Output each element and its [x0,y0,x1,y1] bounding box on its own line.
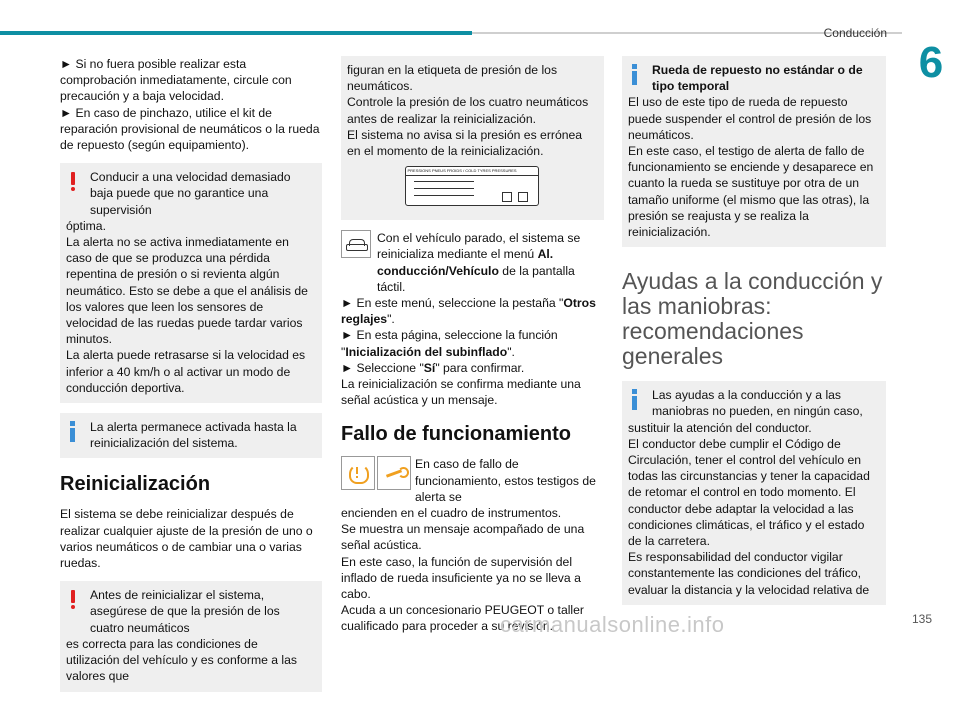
warning-box-reset [60,581,322,691]
step-1: ► En este menú, seleccione la pestaña "Otros reglajes". [341,296,596,327]
box-text: figuran en la etiqueta de presión de los neumáticos. Controle la presión de los cuatro neumáticos antes de realizar la reinicialización. El sistema no avisa si la presión es errónea en el momento de la reinicialización. [347,63,589,159]
step-2: ► En esta página, seleccione la función "Inicialización del subinflado". [341,328,558,359]
info-box-spare-wheel [622,56,886,247]
warning-lamps [341,456,604,488]
reset-text-c: de la pantalla táctil. [377,263,575,294]
fallo-rest: encienden en el cuadro de instrumentos. Se muestra un mensaje acompañado de una señal acústica. En este caso, la función de supervisión del inflado de rueda insuficiente ya no se lleva a cabo. Acuda a un concesionario PEUGEOT o taller cualificado para proceder a su revisión. [341,506,585,634]
wrench-service-icon [377,456,411,490]
info-text-first: Las ayudas a la conducción y a las maniobras no pueden, en ningún caso, [652,388,863,419]
column-2 [341,56,604,635]
info-title: Rueda de repuesto no estándar o de tipo temporal [652,63,863,94]
tire-label-header: PRESSIONS PNEUS FROIDS / COLD TYRES PRESSURES [406,167,538,176]
column-3 [622,56,886,615]
step-3: ► Seleccione "Sí" para confirmar. [341,360,525,375]
info-icon [69,421,77,443]
paragraph-reset: El sistema se debe reinicializar después de realizar cualquier ajuste de la presión de uno o varios neumáticos o de cambiar una o varias ruedas. [60,507,313,571]
paragraph-puncture: ► En caso de pinchazo, utilice el kit de reparación provisional de neumáticos o la rueda de repuesto (según equipamiento). [60,105,320,153]
menu-name: Al. conducción/Vehículo [377,247,554,278]
info-icon [631,64,639,86]
header-accent-line [0,31,472,35]
info-icon [631,389,639,411]
reset-text-a: Con el vehículo parado, el sistema se reinicializa mediante el menú [377,231,581,262]
car-icon [341,230,371,258]
paragraph-confirm: La reinicialización se confirma mediante una señal acústica y un mensaje. [341,377,581,408]
tyre-pressure-warning-icon [341,456,375,490]
heading-reinicializacion: Reinicialización [60,473,211,496]
section-title: Conducción [823,26,887,40]
column-1 [60,56,322,702]
chapter-number: 6 [918,38,944,87]
warning-icon [69,172,77,192]
page-number: 135 [911,612,932,626]
warning-icon [69,590,77,610]
tire-pressure-label-image [405,166,539,206]
info-box-driving-aids [622,381,886,605]
info-text: La alerta permanece activada hasta la reinicialización del sistema. [90,420,297,451]
watermark: carmanualsonline.info [500,612,725,637]
warning-text-first: Antes de reinicializar el sistema, asegúrese de que la presión de los cuatro neumáticos [90,588,280,635]
info-box-alert [60,413,322,458]
heading-ayudas: Ayudas a la conducción y las maniobras: recomendaciones generales [622,268,883,370]
warning-text-rest: óptima. La alerta no se activa inmediatamente en caso de que se produzca una pérdida repentina de presión o si revienta algún neumático. Esto se debe a que el análisis de los valores que leen los sensores de velocidad de las ruedas puede tardar varios minutos. La alerta puede retrasarse si la velocidad es inferior a 40 km/h o al activar un modo de conducción deportiva. [66,218,308,395]
fallo-first: En caso de fallo de funcionamiento, estos testigos de alerta se [415,457,596,504]
heading-fallo: Fallo de funcionamiento [341,423,572,446]
info-body: El uso de este tipo de rueda de repuesto puede suspender el control de presión de los neumáticos. En este caso, el testigo de alerta de fallo de funcionamiento se enciende y desaparece en cuanto la rueda se sustituye por otra de un tamaño uniforme (el mismo que las otras), la presión se reajusta y se realiza la reinicialización. [628,95,874,240]
warning-text-first: Conducir a una velocidad demasiado baja puede que no garantice una supervisión [90,170,291,217]
warning-box-speed [60,163,322,403]
paragraph-check: ► Si no fuera posible realizar esta comprobación inmediatamente, circule con precaución y a baja velocidad. [60,57,292,104]
reset-instructions [341,230,604,295]
warning-text-rest: es correcta para las condiciones de utilización del vehículo y es conforme a las valores que [66,636,298,684]
info-text-rest: sustituir la atención del conductor. El conductor debe cumplir el Código de Circulación, tener el control del vehículo en todas las circunstancias y tener la capacidad de retomar el control en todo momento. El conductor debe adaptar la velocidad a las condiciones climáticas, el tráfico y el estado de la carretera. Es responsabilidad del conductor vigilar constantemente las condiciones del tráfico, evaluar la distancia y la velocidad relativa de [628,420,870,597]
warning-box-continued [341,56,604,220]
